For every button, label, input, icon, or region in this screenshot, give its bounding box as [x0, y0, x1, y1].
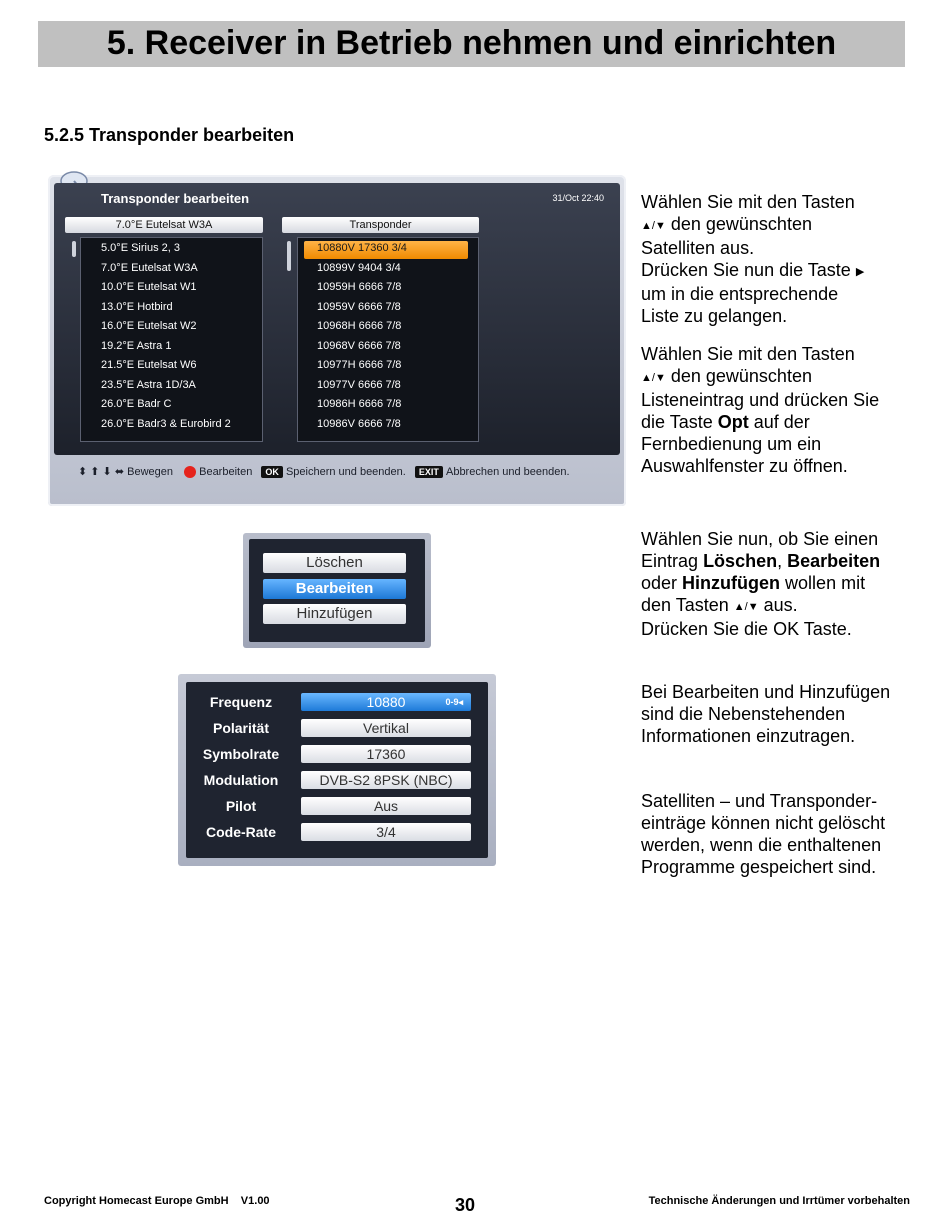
instruction-open-options [641, 343, 911, 477]
text-fragment: wollen mit [785, 573, 866, 593]
modulation-label: Modulation [203, 772, 279, 788]
text-fragment: die Taste [641, 412, 713, 432]
add-term: Hinzufügen [682, 573, 781, 593]
numeric-entry-hint: 0-9◂ [445, 697, 463, 707]
satellite-item[interactable]: 16.0°E Eutelsat W2 [101, 320, 197, 332]
satellite-item[interactable]: 23.5°E Astra 1D/3A [101, 379, 196, 391]
polarity-label: Polarität [212, 720, 269, 736]
transponder-item-selected[interactable]: 10880V 17360 3/4 [317, 242, 407, 254]
frequency-value: 10880 [366, 694, 406, 710]
section-title: 5.2.5 Transponder bearbeiten [44, 125, 295, 145]
transponder-item[interactable]: 10959V 6666 7/8 [317, 301, 401, 313]
transponder-edit-form [178, 674, 496, 866]
edit-button[interactable]: Bearbeiten [263, 579, 406, 599]
text-fragment: Drücken Sie nun die Taste [641, 260, 851, 280]
code-rate-field[interactable]: 3/4 [301, 823, 471, 841]
footer-disclaimer: Technische Änderungen und Irrtümer vorbehalten [648, 1195, 910, 1207]
edit-term: Bearbeiten [787, 551, 881, 571]
option-popup [243, 533, 431, 648]
text-fragment: Drücken Sie die OK Taste. [641, 619, 852, 639]
text-fragment: Satelliten aus. [641, 238, 755, 258]
transponder-item[interactable]: 10977V 6666 7/8 [317, 379, 401, 391]
help-cancel: Abbrechen und beenden. [445, 465, 570, 478]
text-fragment: Auswahlfenster zu öffnen. [641, 456, 848, 476]
screen-help-bar [78, 465, 570, 478]
transponder-item[interactable]: 10986V 6666 7/8 [317, 418, 401, 430]
chapter-title: 5. Receiver in Betrieb nehmen und einrichten [38, 21, 905, 67]
transponder-column-header: Transponder [282, 217, 479, 233]
text-fragment: Listeneintrag und drücken Sie [641, 390, 880, 410]
pilot-label: Pilot [225, 798, 257, 814]
symbolrate-field[interactable]: 17360 [301, 745, 471, 763]
text-fragment: aus. [763, 595, 798, 615]
text-fragment: Wählen Sie mit den Tasten [641, 344, 855, 364]
navigation-keys-icon: ⬍ ⬆ ⬇ ⬌ [78, 466, 125, 478]
satellite-item[interactable]: 19.2°E Astra 1 [101, 340, 172, 352]
text-fragment: oder [641, 573, 678, 593]
help-move: Bewegen [127, 465, 173, 478]
text-fragment: Liste zu gelangen. [641, 306, 788, 326]
frequency-field[interactable] [301, 693, 471, 711]
transponder-list [297, 237, 479, 442]
ok-key-icon: OK [261, 466, 283, 478]
satellite-item[interactable]: 13.0°E Hotbird [101, 301, 173, 313]
text-fragment: Wählen Sie nun, ob Sie einen [641, 529, 879, 549]
edit-form-panel [186, 682, 488, 858]
satellite-item[interactable]: 10.0°E Eutelsat W1 [101, 281, 197, 293]
satellite-scrollbar[interactable] [72, 241, 76, 257]
code-rate-label: Code-Rate [205, 824, 276, 840]
satellite-item[interactable]: 26.0°E Badr3 & Eurobird 2 [101, 418, 231, 430]
transponder-scrollbar[interactable] [287, 241, 291, 271]
screen-panel [54, 183, 620, 455]
text-fragment: den gewünschten [670, 214, 812, 234]
text-fragment: um in die entsprechende [641, 284, 839, 304]
right-arrow-icon: ▶ [855, 266, 865, 278]
instruction-select-satellite [641, 191, 911, 327]
satellite-item[interactable]: 5.0°E Sirius 2, 3 [101, 242, 180, 254]
transponder-item[interactable]: 10968H 6666 7/8 [317, 320, 402, 332]
opt-key-label: Opt [717, 412, 749, 432]
text-fragment: den Tasten [641, 595, 729, 615]
satellite-item[interactable]: 21.5°E Eutelsat W6 [101, 359, 197, 371]
instruction-choose-action [641, 528, 911, 640]
transponder-item[interactable]: 10959H 6666 7/8 [317, 281, 402, 293]
help-edit: Bearbeiten [199, 465, 253, 478]
up-down-arrow-icon: ▲/▼ [641, 220, 666, 232]
satellite-list [80, 237, 263, 442]
screen-clock: 31/Oct 22:40 [552, 193, 604, 203]
exit-key-icon: EXIT [415, 466, 443, 478]
text-fragment: Fernbedienung um ein [641, 434, 822, 454]
add-button[interactable]: Hinzufügen [263, 604, 406, 624]
text-fragment: Wählen Sie mit den Tasten [641, 192, 855, 212]
satellite-item[interactable]: 7.0°E Eutelsat W3A [101, 262, 198, 274]
polarity-field[interactable]: Vertikal [301, 719, 471, 737]
symbolrate-label: Symbolrate [202, 746, 280, 762]
frequency-label: Frequenz [209, 694, 273, 710]
satellite-column-header: 7.0°E Eutelsat W3A [65, 217, 263, 233]
delete-button[interactable]: Löschen [263, 553, 406, 573]
help-save: Speichern und beenden. [285, 465, 406, 478]
instruction-enter-info: Bei Bearbeiten und Hinzufügen sind die Nebenstehenden Informationen einzutragen. [641, 682, 891, 746]
pilot-field[interactable]: Aus [301, 797, 471, 815]
text-fragment: Eintrag [641, 551, 699, 571]
transponder-item[interactable]: 10977H 6666 7/8 [317, 359, 402, 371]
red-key-icon [184, 466, 196, 478]
modulation-field[interactable]: DVB-S2 8PSK (NBC) [301, 771, 471, 789]
transponder-item[interactable]: 10986H 6666 7/8 [317, 398, 402, 410]
transponder-item[interactable]: 10968V 6666 7/8 [317, 340, 401, 352]
footer-copyright: Copyright Homecast Europe GmbH V1.00 [44, 1195, 270, 1207]
instruction-delete-note: Satelliten – und Transponder-einträge können nicht gelöscht werden, wenn die enthaltenen Programme gespeichert sind. [641, 791, 886, 877]
delete-term: Löschen [703, 551, 778, 571]
up-down-arrow-icon: ▲/▼ [733, 601, 759, 613]
transponder-item[interactable]: 10899V 9404 3/4 [317, 262, 401, 274]
transponder-screen [48, 175, 626, 506]
satellite-item[interactable]: 26.0°E Badr C [101, 398, 172, 410]
text-fragment: , [777, 551, 783, 571]
text-fragment: auf der [753, 412, 810, 432]
page-number: 30 [455, 1195, 476, 1215]
text-fragment: den gewünschten [670, 366, 812, 386]
up-down-arrow-icon: ▲/▼ [641, 372, 666, 384]
option-popup-panel [249, 539, 425, 642]
screen-title: Transponder bearbeiten [101, 191, 250, 206]
